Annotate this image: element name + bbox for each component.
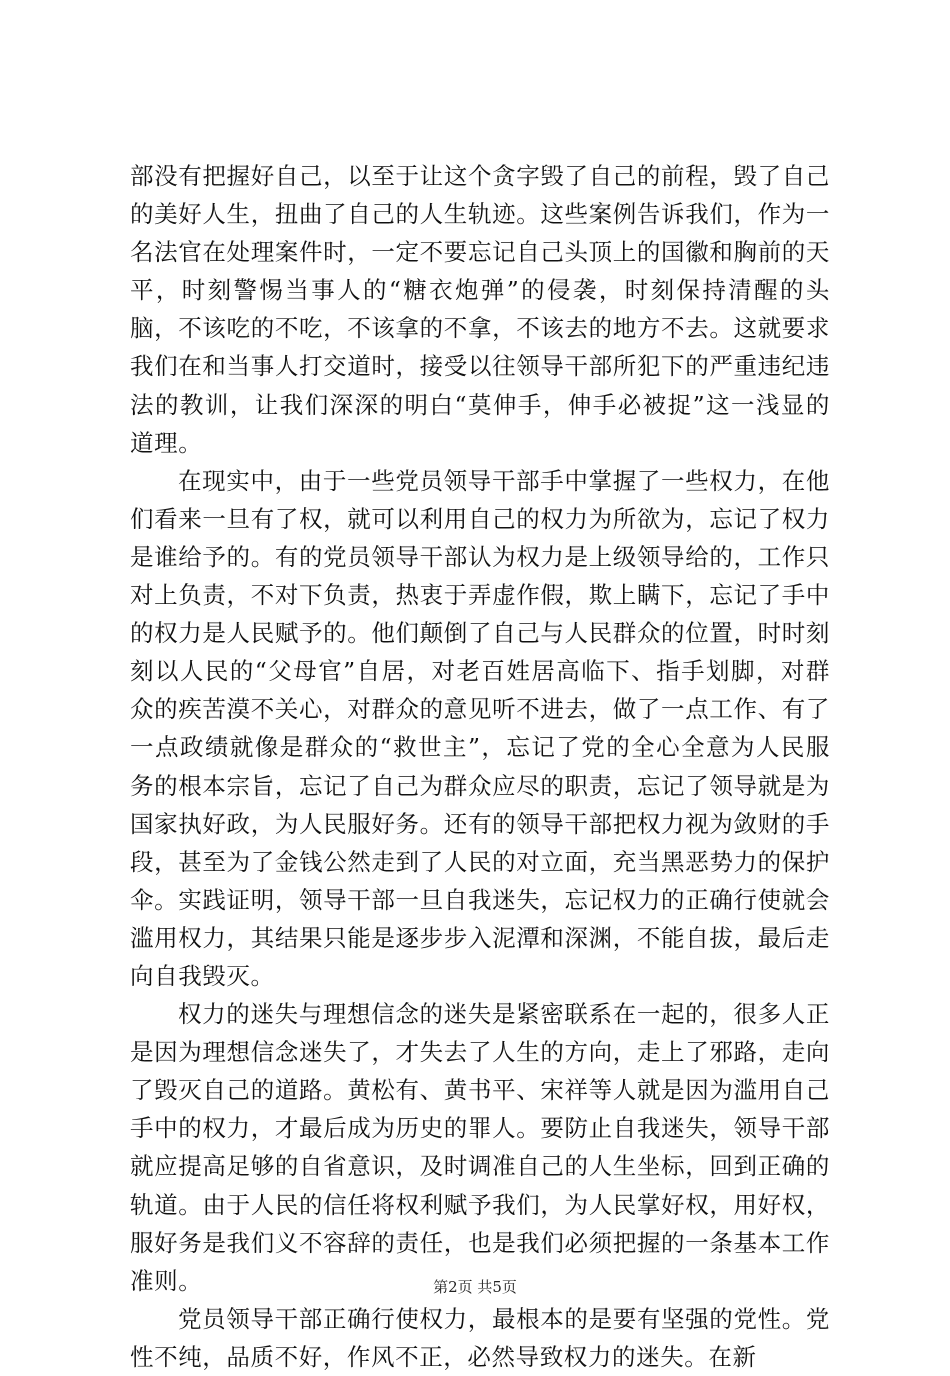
body-text bbox=[130, 157, 830, 1376]
paragraph-loss-of-ideals: 权力的迷失与理想信念的迷失是紧密联系在一起的，很多人正是因为理想信念迷失了，才失去了人生的方向，走上了邪路，走向了毁灭自己的道路。黄松有、黄书平、宋祥等人就是因为滥用自己手中的权力，才最后成为历史的罪人。要防止自我迷失，领导干部就应提高足够的自省意识，及时调准自己的人生坐标，回到正确的轨道。由于人民的信任将权利赋予我们，为人民掌好权，用好权，服好务是我们义不容辞的责任，也是我们必须把握的一条基本工作准则。 bbox=[130, 1000, 830, 1295]
paragraph-power-in-reality: 在现实中，由于一些党员领导干部手中掌握了一些权力，在他们看来一旦有了权，就可以利用自己的权力为所欲为，忘记了权力是谁给予的。有的党员领导干部认为权力是上级领导给的，工作只对上负责，不对下负责，热衷于弄虚作假，欺上瞒下，忘记了手中的权力是人民赋予的。他们颠倒了自己与人民群众的位置，时时刻刻以人民的“父母官”自居，对老百姓居高临下、指手划脚，对群众的疾苦漠不关心，对群众的意见听不进去，做了一点工作、有了一点政绩就像是群众的“救世主”，忘记了党的全心全意为人民服务的根本宗旨，忘记了自己为群众应尽的职责，忘记了领导就是为国家执好政，为人民服好务。还有的领导干部把权力视为敛财的手段，甚至为了金钱公然走到了人民的对立面，充当黑恶势力的保护伞。实践证明，领导干部一旦自我迷失，忘记权力的正确行使就会滥用权力，其结果只能是逐步步入泥潭和深渊，不能自拔，最后走向自我毁灭。 bbox=[130, 466, 830, 990]
paragraph-continuation: 部没有把握好自己，以至于让这个贪字毁了自己的前程，毁了自己的美好人生，扭曲了自己的人生轨迹。这些案例告诉我们，作为一名法官在处理案件时，一定不要忘记自己头顶上的国徽和胸前的天平，时刻警惕当事人的“糖衣炮弹”的侵袭，时刻保持清醒的头脑，不该吃的不吃，不该拿的不拿，不该去的地方不去。这就要求我们在和当事人打交道时，接受以往领导干部所犯下的严重违纪违法的教训，让我们深深的明白“莫伸手，伸手必被捉”这一浅显的道理。 bbox=[130, 162, 830, 457]
page-number-footer: 第2页 共5页 bbox=[433, 1278, 517, 1296]
paragraph-party-spirit: 党员领导干部正确行使权力，最根本的是要有坚强的党性。党性不纯，品质不好，作风不正，必然导致权力的迷失。在新 bbox=[130, 1304, 830, 1371]
